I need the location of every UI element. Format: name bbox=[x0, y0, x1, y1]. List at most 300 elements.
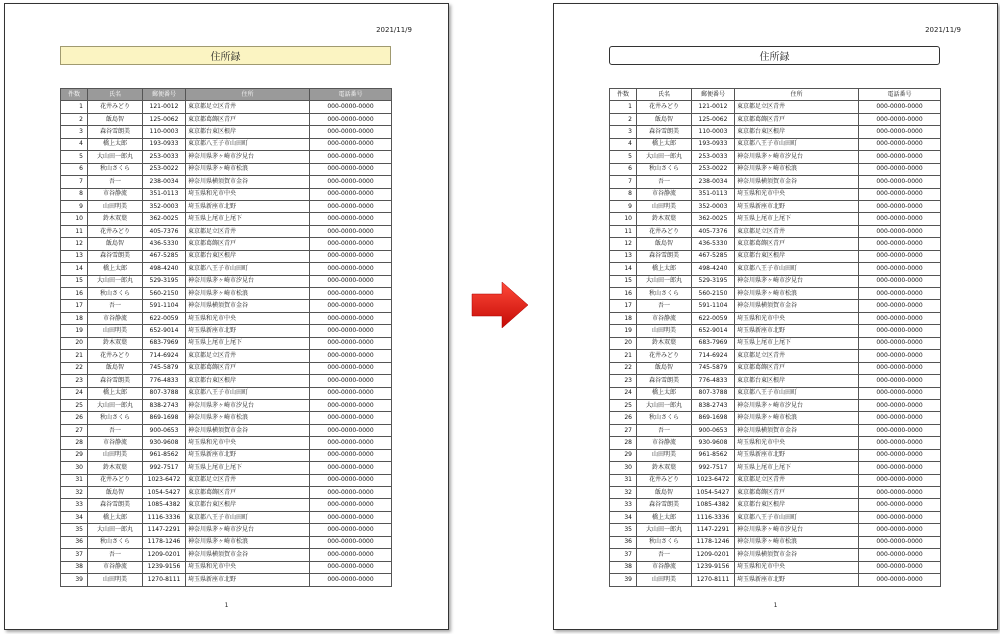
row-address-cell: 東京都八王子市山田町 bbox=[186, 387, 310, 399]
row-phone-cell: 000-0000-0000 bbox=[859, 449, 941, 461]
row-phone-cell: 000-0000-0000 bbox=[859, 350, 941, 362]
row-phone-cell: 000-0000-0000 bbox=[310, 487, 392, 499]
table-row bbox=[610, 200, 941, 212]
row-zip-cell: 529-3195 bbox=[692, 275, 735, 287]
row-phone-cell: 000-0000-0000 bbox=[310, 350, 392, 362]
row-count-cell: 18 bbox=[610, 312, 637, 324]
header-address: 住所 bbox=[735, 89, 859, 101]
row-phone-cell: 000-0000-0000 bbox=[310, 574, 392, 586]
row-count-cell: 19 bbox=[610, 325, 637, 337]
row-address-cell: 神奈川県茅ヶ崎市松浪 bbox=[735, 412, 859, 424]
header-phone: 電話番号 bbox=[310, 89, 392, 101]
row-count-cell: 39 bbox=[610, 574, 637, 586]
row-count-cell: 12 bbox=[610, 238, 637, 250]
document-title: 住所録 bbox=[609, 46, 940, 65]
row-phone-cell: 000-0000-0000 bbox=[310, 474, 392, 486]
row-zip-cell: 121-0012 bbox=[692, 101, 735, 113]
row-address-cell: 神奈川県茅ヶ崎市汐見台 bbox=[186, 151, 310, 163]
row-phone-cell: 000-0000-0000 bbox=[859, 325, 941, 337]
row-count-cell: 31 bbox=[610, 474, 637, 486]
row-count-cell: 15 bbox=[610, 275, 637, 287]
row-address-cell: 神奈川県茅ヶ崎市松浪 bbox=[186, 536, 310, 548]
row-phone-cell: 000-0000-0000 bbox=[310, 399, 392, 411]
row-name-cell: 市谷静流 bbox=[88, 561, 143, 573]
table-row bbox=[61, 213, 392, 225]
row-zip-cell: 352-0003 bbox=[692, 200, 735, 212]
row-name-cell: 秋山さくら bbox=[88, 163, 143, 175]
row-count-cell: 12 bbox=[61, 238, 88, 250]
row-count-cell: 36 bbox=[610, 536, 637, 548]
row-zip-cell: 930-9608 bbox=[692, 437, 735, 449]
row-count-cell: 29 bbox=[61, 449, 88, 461]
row-name-cell: 秋山さくら bbox=[88, 288, 143, 300]
row-count-cell: 6 bbox=[610, 163, 637, 175]
row-phone-cell: 000-0000-0000 bbox=[859, 499, 941, 511]
print-date: 2021/11/9 bbox=[376, 26, 412, 34]
row-address-cell: 埼玉県和光市中央 bbox=[735, 312, 859, 324]
row-zip-cell: 238-0034 bbox=[143, 176, 186, 188]
table-header-row bbox=[61, 89, 392, 101]
header-zip: 郵便番号 bbox=[692, 89, 735, 101]
row-name-cell: 橋上太郎 bbox=[637, 511, 692, 523]
header-phone: 電話番号 bbox=[859, 89, 941, 101]
row-count-cell: 20 bbox=[610, 337, 637, 349]
row-zip-cell: 351-0113 bbox=[692, 188, 735, 200]
row-count-cell: 27 bbox=[610, 424, 637, 436]
table-row bbox=[610, 263, 941, 275]
row-count-cell: 27 bbox=[61, 424, 88, 436]
row-address-cell: 東京都足立区青井 bbox=[186, 474, 310, 486]
row-address-cell: 埼玉県新座市北野 bbox=[735, 325, 859, 337]
row-address-cell: 埼玉県和光市中央 bbox=[735, 188, 859, 200]
row-zip-cell: 961-8562 bbox=[143, 449, 186, 461]
table-row bbox=[61, 350, 392, 362]
row-address-cell: 東京都台東区根岸 bbox=[186, 126, 310, 138]
row-address-cell: 神奈川県横須賀市金谷 bbox=[735, 549, 859, 561]
table-row bbox=[61, 362, 392, 374]
row-phone-cell: 000-0000-0000 bbox=[859, 275, 941, 287]
page-before bbox=[4, 3, 449, 630]
table-row bbox=[61, 151, 392, 163]
row-count-cell: 2 bbox=[610, 113, 637, 125]
row-name-cell: 橋上太郎 bbox=[637, 263, 692, 275]
row-phone-cell: 000-0000-0000 bbox=[310, 561, 392, 573]
row-count-cell: 30 bbox=[61, 462, 88, 474]
row-address-cell: 神奈川県横須賀市金谷 bbox=[735, 424, 859, 436]
row-phone-cell: 000-0000-0000 bbox=[859, 387, 941, 399]
row-address-cell: 埼玉県新座市北野 bbox=[735, 574, 859, 586]
row-address-cell: 埼玉県上尾市上尾下 bbox=[735, 213, 859, 225]
row-name-cell: 吾一 bbox=[637, 176, 692, 188]
table-row bbox=[61, 337, 392, 349]
table-row bbox=[610, 188, 941, 200]
row-name-cell: 飯島智 bbox=[88, 362, 143, 374]
row-zip-cell: 238-0034 bbox=[692, 176, 735, 188]
row-address-cell: 東京都八王子市山田町 bbox=[735, 387, 859, 399]
row-count-cell: 26 bbox=[61, 412, 88, 424]
header-count: 件数 bbox=[610, 89, 637, 101]
row-name-cell: 鈴木双葉 bbox=[637, 337, 692, 349]
row-address-cell: 神奈川県横須賀市金谷 bbox=[735, 300, 859, 312]
row-count-cell: 10 bbox=[610, 213, 637, 225]
row-name-cell: 森谷雪朗美 bbox=[88, 375, 143, 387]
row-zip-cell: 591-1104 bbox=[692, 300, 735, 312]
row-phone-cell: 000-0000-0000 bbox=[859, 238, 941, 250]
row-name-cell: 橋上太郎 bbox=[88, 511, 143, 523]
table-row bbox=[61, 449, 392, 461]
row-address-cell: 埼玉県新座市北野 bbox=[186, 200, 310, 212]
table-row bbox=[61, 263, 392, 275]
row-phone-cell: 000-0000-0000 bbox=[859, 113, 941, 125]
row-zip-cell: 498-4240 bbox=[692, 263, 735, 275]
row-zip-cell: 622-0059 bbox=[143, 312, 186, 324]
row-name-cell: 花井みどり bbox=[637, 474, 692, 486]
row-name-cell: 花井みどり bbox=[88, 225, 143, 237]
row-name-cell: 秋山さくら bbox=[637, 163, 692, 175]
row-name-cell: 山田明美 bbox=[637, 325, 692, 337]
row-address-cell: 埼玉県和光市中央 bbox=[186, 312, 310, 324]
row-count-cell: 39 bbox=[61, 574, 88, 586]
table-row bbox=[610, 176, 941, 188]
row-zip-cell: 498-4240 bbox=[143, 263, 186, 275]
row-phone-cell: 000-0000-0000 bbox=[859, 574, 941, 586]
table-row bbox=[61, 300, 392, 312]
row-address-cell: 東京都台東区根岸 bbox=[735, 375, 859, 387]
row-address-cell: 東京都八王子市山田町 bbox=[186, 511, 310, 523]
row-address-cell: 神奈川県茅ヶ崎市汐見台 bbox=[186, 524, 310, 536]
row-name-cell: 吾一 bbox=[637, 549, 692, 561]
row-count-cell: 16 bbox=[610, 288, 637, 300]
row-address-cell: 神奈川県横須賀市金谷 bbox=[186, 300, 310, 312]
row-phone-cell: 000-0000-0000 bbox=[310, 151, 392, 163]
row-zip-cell: 992-7517 bbox=[143, 462, 186, 474]
row-phone-cell: 000-0000-0000 bbox=[310, 325, 392, 337]
table-row bbox=[61, 524, 392, 536]
table-row bbox=[610, 474, 941, 486]
row-zip-cell: 1209-0201 bbox=[143, 549, 186, 561]
row-phone-cell: 000-0000-0000 bbox=[859, 474, 941, 486]
row-phone-cell: 000-0000-0000 bbox=[310, 362, 392, 374]
row-count-cell: 37 bbox=[61, 549, 88, 561]
table-row bbox=[610, 412, 941, 424]
table-row bbox=[610, 549, 941, 561]
row-name-cell: 市谷静流 bbox=[637, 437, 692, 449]
header-name: 氏名 bbox=[637, 89, 692, 101]
row-count-cell: 24 bbox=[61, 387, 88, 399]
row-count-cell: 21 bbox=[610, 350, 637, 362]
row-name-cell: 秋山さくら bbox=[88, 412, 143, 424]
row-count-cell: 13 bbox=[61, 250, 88, 262]
table-row bbox=[610, 225, 941, 237]
row-zip-cell: 869-1698 bbox=[143, 412, 186, 424]
row-name-cell: 山田明美 bbox=[88, 449, 143, 461]
row-address-cell: 東京都葛飾区青戸 bbox=[186, 362, 310, 374]
row-phone-cell: 000-0000-0000 bbox=[310, 462, 392, 474]
row-count-cell: 35 bbox=[610, 524, 637, 536]
row-zip-cell: 1023-6472 bbox=[692, 474, 735, 486]
row-count-cell: 23 bbox=[61, 375, 88, 387]
row-phone-cell: 000-0000-0000 bbox=[859, 437, 941, 449]
row-count-cell: 4 bbox=[61, 138, 88, 150]
row-name-cell: 森谷雪朗美 bbox=[637, 375, 692, 387]
document-title: 住所録 bbox=[60, 46, 391, 65]
row-name-cell: 飯島智 bbox=[88, 238, 143, 250]
row-address-cell: 埼玉県和光市中央 bbox=[186, 561, 310, 573]
table-row bbox=[61, 387, 392, 399]
row-zip-cell: 714-6924 bbox=[143, 350, 186, 362]
row-address-cell: 東京都台東区根岸 bbox=[735, 250, 859, 262]
row-name-cell: 花井みどり bbox=[88, 474, 143, 486]
table-header-row bbox=[610, 89, 941, 101]
row-phone-cell: 000-0000-0000 bbox=[859, 424, 941, 436]
row-count-cell: 4 bbox=[610, 138, 637, 150]
table-row bbox=[61, 511, 392, 523]
row-address-cell: 神奈川県茅ヶ崎市松浪 bbox=[186, 163, 310, 175]
row-count-cell: 21 bbox=[61, 350, 88, 362]
row-name-cell: 飯島智 bbox=[637, 113, 692, 125]
row-phone-cell: 000-0000-0000 bbox=[310, 412, 392, 424]
row-name-cell: 吾一 bbox=[88, 424, 143, 436]
row-name-cell: 飯島智 bbox=[88, 487, 143, 499]
row-name-cell: 秋山さくら bbox=[88, 536, 143, 548]
row-zip-cell: 869-1698 bbox=[692, 412, 735, 424]
row-count-cell: 3 bbox=[61, 126, 88, 138]
row-phone-cell: 000-0000-0000 bbox=[310, 126, 392, 138]
row-count-cell: 37 bbox=[610, 549, 637, 561]
row-name-cell: 橋上太郎 bbox=[88, 387, 143, 399]
row-phone-cell: 000-0000-0000 bbox=[310, 387, 392, 399]
table-row bbox=[61, 399, 392, 411]
row-zip-cell: 776-4833 bbox=[143, 375, 186, 387]
row-phone-cell: 000-0000-0000 bbox=[859, 213, 941, 225]
row-name-cell: 森谷雪朗美 bbox=[637, 499, 692, 511]
row-phone-cell: 000-0000-0000 bbox=[859, 524, 941, 536]
row-phone-cell: 000-0000-0000 bbox=[859, 337, 941, 349]
row-address-cell: 東京都足立区青井 bbox=[186, 101, 310, 113]
row-zip-cell: 838-2743 bbox=[143, 399, 186, 411]
row-phone-cell: 000-0000-0000 bbox=[310, 449, 392, 461]
table-row bbox=[610, 424, 941, 436]
address-table bbox=[60, 88, 392, 587]
row-zip-cell: 622-0059 bbox=[692, 312, 735, 324]
row-phone-cell: 000-0000-0000 bbox=[859, 250, 941, 262]
row-name-cell: 大山田一郎丸 bbox=[637, 151, 692, 163]
row-zip-cell: 125-0062 bbox=[143, 113, 186, 125]
row-phone-cell: 000-0000-0000 bbox=[859, 412, 941, 424]
table-row bbox=[610, 325, 941, 337]
row-zip-cell: 1054-5427 bbox=[692, 487, 735, 499]
row-phone-cell: 000-0000-0000 bbox=[310, 524, 392, 536]
row-name-cell: 飯島智 bbox=[637, 238, 692, 250]
table-row bbox=[61, 238, 392, 250]
row-zip-cell: 362-0025 bbox=[692, 213, 735, 225]
row-count-cell: 22 bbox=[61, 362, 88, 374]
row-phone-cell: 000-0000-0000 bbox=[859, 225, 941, 237]
table-row bbox=[610, 238, 941, 250]
row-name-cell: 橋上太郎 bbox=[88, 263, 143, 275]
row-zip-cell: 436-5330 bbox=[692, 238, 735, 250]
row-name-cell: 森谷雪朗美 bbox=[637, 126, 692, 138]
row-zip-cell: 1116-3336 bbox=[692, 511, 735, 523]
row-phone-cell: 000-0000-0000 bbox=[310, 375, 392, 387]
row-count-cell: 23 bbox=[610, 375, 637, 387]
row-phone-cell: 000-0000-0000 bbox=[310, 238, 392, 250]
row-name-cell: 市谷静流 bbox=[637, 312, 692, 324]
table-row bbox=[610, 387, 941, 399]
table-row bbox=[610, 362, 941, 374]
row-address-cell: 東京都葛飾区青戸 bbox=[186, 113, 310, 125]
row-phone-cell: 000-0000-0000 bbox=[859, 561, 941, 573]
row-phone-cell: 000-0000-0000 bbox=[859, 399, 941, 411]
row-zip-cell: 110-0003 bbox=[143, 126, 186, 138]
row-count-cell: 29 bbox=[610, 449, 637, 461]
row-address-cell: 東京都八王子市山田町 bbox=[735, 263, 859, 275]
row-phone-cell: 000-0000-0000 bbox=[310, 113, 392, 125]
row-name-cell: 市谷静流 bbox=[637, 561, 692, 573]
row-address-cell: 東京都足立区青井 bbox=[735, 101, 859, 113]
row-zip-cell: 253-0033 bbox=[143, 151, 186, 163]
row-name-cell: 花井みどり bbox=[637, 101, 692, 113]
row-address-cell: 埼玉県新座市北野 bbox=[186, 325, 310, 337]
header-address: 住所 bbox=[186, 89, 310, 101]
print-date: 2021/11/9 bbox=[925, 26, 961, 34]
row-zip-cell: 776-4833 bbox=[692, 375, 735, 387]
row-phone-cell: 000-0000-0000 bbox=[310, 337, 392, 349]
row-zip-cell: 1239-9156 bbox=[692, 561, 735, 573]
row-phone-cell: 000-0000-0000 bbox=[310, 200, 392, 212]
row-phone-cell: 000-0000-0000 bbox=[310, 437, 392, 449]
row-count-cell: 38 bbox=[61, 561, 88, 573]
header-name: 氏名 bbox=[88, 89, 143, 101]
table-row bbox=[610, 275, 941, 287]
row-count-cell: 1 bbox=[610, 101, 637, 113]
row-name-cell: 山田明美 bbox=[637, 574, 692, 586]
row-phone-cell: 000-0000-0000 bbox=[859, 312, 941, 324]
row-name-cell: 大山田一郎丸 bbox=[88, 399, 143, 411]
row-name-cell: 花井みどり bbox=[88, 350, 143, 362]
row-count-cell: 33 bbox=[610, 499, 637, 511]
row-count-cell: 17 bbox=[61, 300, 88, 312]
table-row bbox=[610, 350, 941, 362]
row-name-cell: 市谷静流 bbox=[88, 188, 143, 200]
row-phone-cell: 000-0000-0000 bbox=[310, 138, 392, 150]
row-name-cell: 橋上太郎 bbox=[637, 138, 692, 150]
table-row bbox=[61, 312, 392, 324]
row-address-cell: 神奈川県茅ヶ崎市松浪 bbox=[735, 163, 859, 175]
table-row bbox=[61, 561, 392, 573]
row-address-cell: 埼玉県新座市北野 bbox=[186, 449, 310, 461]
row-zip-cell: 253-0033 bbox=[692, 151, 735, 163]
row-zip-cell: 930-9608 bbox=[143, 437, 186, 449]
table-row bbox=[61, 424, 392, 436]
row-phone-cell: 000-0000-0000 bbox=[859, 487, 941, 499]
row-name-cell: 鈴木双葉 bbox=[88, 213, 143, 225]
row-address-cell: 東京都葛飾区青戸 bbox=[186, 238, 310, 250]
table-row bbox=[61, 176, 392, 188]
row-name-cell: 吾一 bbox=[88, 549, 143, 561]
row-name-cell: 鈴木双葉 bbox=[637, 462, 692, 474]
row-zip-cell: 362-0025 bbox=[143, 213, 186, 225]
row-phone-cell: 000-0000-0000 bbox=[859, 101, 941, 113]
row-address-cell: 埼玉県新座市北野 bbox=[735, 449, 859, 461]
table-row bbox=[610, 499, 941, 511]
row-address-cell: 東京都葛飾区青戸 bbox=[735, 238, 859, 250]
row-count-cell: 20 bbox=[61, 337, 88, 349]
row-address-cell: 神奈川県横須賀市金谷 bbox=[186, 176, 310, 188]
row-name-cell: 橋上太郎 bbox=[88, 138, 143, 150]
row-count-cell: 25 bbox=[61, 399, 88, 411]
row-address-cell: 東京都足立区青井 bbox=[735, 225, 859, 237]
row-zip-cell: 125-0062 bbox=[692, 113, 735, 125]
row-zip-cell: 1239-9156 bbox=[143, 561, 186, 573]
row-phone-cell: 000-0000-0000 bbox=[310, 101, 392, 113]
row-address-cell: 神奈川県茅ヶ崎市汐見台 bbox=[735, 399, 859, 411]
row-count-cell: 36 bbox=[61, 536, 88, 548]
row-name-cell: 市谷静流 bbox=[637, 188, 692, 200]
row-count-cell: 5 bbox=[610, 151, 637, 163]
row-count-cell: 10 bbox=[61, 213, 88, 225]
row-address-cell: 埼玉県新座市北野 bbox=[186, 574, 310, 586]
row-count-cell: 32 bbox=[61, 487, 88, 499]
page-after bbox=[553, 3, 998, 630]
table-row bbox=[61, 536, 392, 548]
row-address-cell: 東京都足立区青井 bbox=[186, 225, 310, 237]
table-row bbox=[61, 101, 392, 113]
table-row bbox=[610, 163, 941, 175]
row-phone-cell: 000-0000-0000 bbox=[310, 263, 392, 275]
row-address-cell: 神奈川県茅ヶ崎市松浪 bbox=[735, 536, 859, 548]
row-zip-cell: 1270-8111 bbox=[143, 574, 186, 586]
row-address-cell: 神奈川県茅ヶ崎市汐見台 bbox=[735, 524, 859, 536]
table-row bbox=[610, 524, 941, 536]
row-zip-cell: 1085-4382 bbox=[143, 499, 186, 511]
row-phone-cell: 000-0000-0000 bbox=[859, 549, 941, 561]
row-name-cell: 大山田一郎丸 bbox=[637, 524, 692, 536]
row-address-cell: 東京都台東区根岸 bbox=[186, 499, 310, 511]
row-zip-cell: 351-0113 bbox=[143, 188, 186, 200]
right-arrow-icon bbox=[470, 280, 530, 330]
row-phone-cell: 000-0000-0000 bbox=[310, 250, 392, 262]
row-count-cell: 15 bbox=[61, 275, 88, 287]
table-row bbox=[61, 499, 392, 511]
row-address-cell: 神奈川県横須賀市金谷 bbox=[186, 424, 310, 436]
row-zip-cell: 467-5285 bbox=[143, 250, 186, 262]
table-row bbox=[610, 449, 941, 461]
table-row bbox=[61, 437, 392, 449]
row-count-cell: 2 bbox=[61, 113, 88, 125]
row-zip-cell: 352-0003 bbox=[143, 200, 186, 212]
row-name-cell: 花井みどり bbox=[637, 350, 692, 362]
row-address-cell: 東京都台東区根岸 bbox=[735, 126, 859, 138]
row-address-cell: 埼玉県和光市中央 bbox=[186, 188, 310, 200]
row-name-cell: 吾一 bbox=[637, 424, 692, 436]
row-zip-cell: 560-2150 bbox=[143, 288, 186, 300]
table-row bbox=[61, 225, 392, 237]
table-row bbox=[61, 549, 392, 561]
row-phone-cell: 000-0000-0000 bbox=[310, 300, 392, 312]
row-phone-cell: 000-0000-0000 bbox=[859, 151, 941, 163]
row-address-cell: 埼玉県新座市北野 bbox=[735, 200, 859, 212]
row-phone-cell: 000-0000-0000 bbox=[310, 176, 392, 188]
row-zip-cell: 193-0933 bbox=[143, 138, 186, 150]
row-zip-cell: 992-7517 bbox=[692, 462, 735, 474]
table-row bbox=[61, 574, 392, 586]
row-count-cell: 5 bbox=[61, 151, 88, 163]
row-zip-cell: 1178-1246 bbox=[143, 536, 186, 548]
row-name-cell: 大山田一郎丸 bbox=[88, 275, 143, 287]
table-row bbox=[61, 474, 392, 486]
row-address-cell: 東京都葛飾区青戸 bbox=[735, 113, 859, 125]
